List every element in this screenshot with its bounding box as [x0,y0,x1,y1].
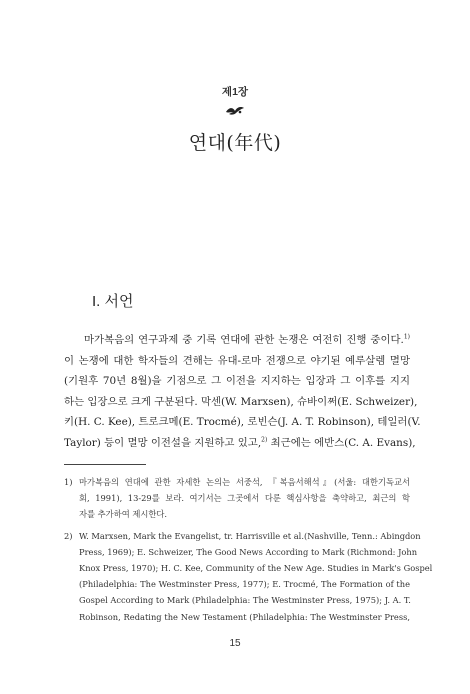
footnote-line: 자를 추가하여 제시한다. [79,509,168,520]
chapter-label: 제1장 [221,86,249,98]
footnote-ref[interactable]: 2) [261,436,268,444]
footnote [64,474,410,523]
section-heading: I. 서언 [92,293,134,310]
footnote-line: 마가복음의 연대에 관한 자세한 논의는 서중석, 『복음서해석』(서울: 대한기독교서 [79,477,410,487]
body-line-text: 마가복음의 연구과제 중 기록 연대에 관한 논쟁은 여전히 진행 중이다. [84,334,404,346]
footnote-line: 회, 1991), 13-29를 보라. 여기서는 그곳에서 다룬 핵심사항을 축약하고, 최근의 학 [79,493,410,504]
footnote-line: (Philadelphia: The Westminster Press, 1977); E. Trocmé, The Formation of the [79,579,410,590]
body-line: (기원후 70년 8월)을 기점으로 그 이전을 지지하는 입장과 그 이후를 지지 [64,375,410,388]
footnote-line: W. Marxsen, Mark the Evangelist, tr. Harrisville et al.(Nashville, Tenn.: Abingdon [79,530,421,541]
page-number: 15 [229,638,241,649]
footnote-line: Robinson, Redating the New Testament (Philadelphia: The Westminster Press, [79,611,410,622]
body-line [64,433,416,454]
footnote-number: 1) [64,477,73,487]
footnote-divider [64,464,146,465]
chapter-title: 연대(年代) [188,132,282,154]
footnotes [64,474,433,630]
footnote-line: Press, 1969); E. Schweizer, The Good News According to Mark (Richmond: John [79,546,418,557]
body-line: 이 논쟁에 대한 학자들의 견해는 유대-로마 전쟁으로 야기된 예루살렘 멸망 [64,354,410,367]
footnote-line: Gospel According to Mark (Philadelphia: The Westminster Press, 1975); J. A. T. [79,595,411,606]
body-line: 하는 입장으로 크게 구분된다. 막센(W. Marxsen), 슈바이쩌(E. Schweizer), [64,395,418,408]
footnote-line: Knox Press, 1970); H. C. Kee, Community of the New Age. Studies in Mark's Gospel [79,563,433,574]
footnote [64,528,433,625]
fleuron-icon [224,103,246,117]
body-line [64,330,410,351]
footnote-number: 2) [64,530,73,541]
body-line-text: 최근에는 에반스(C. A. Evans), [267,436,416,449]
footnote-ref[interactable]: 1) [403,333,410,341]
body-paragraph [64,330,421,454]
body-line: 키(H. C. Kee), 트로크메(E. Trocmé), 로빈슨(J. A. T. Robinson), 테일러(V. [64,416,421,429]
body-line-text: Taylor) 등이 멸망 이전설을 지원하고 있고, [64,436,262,449]
